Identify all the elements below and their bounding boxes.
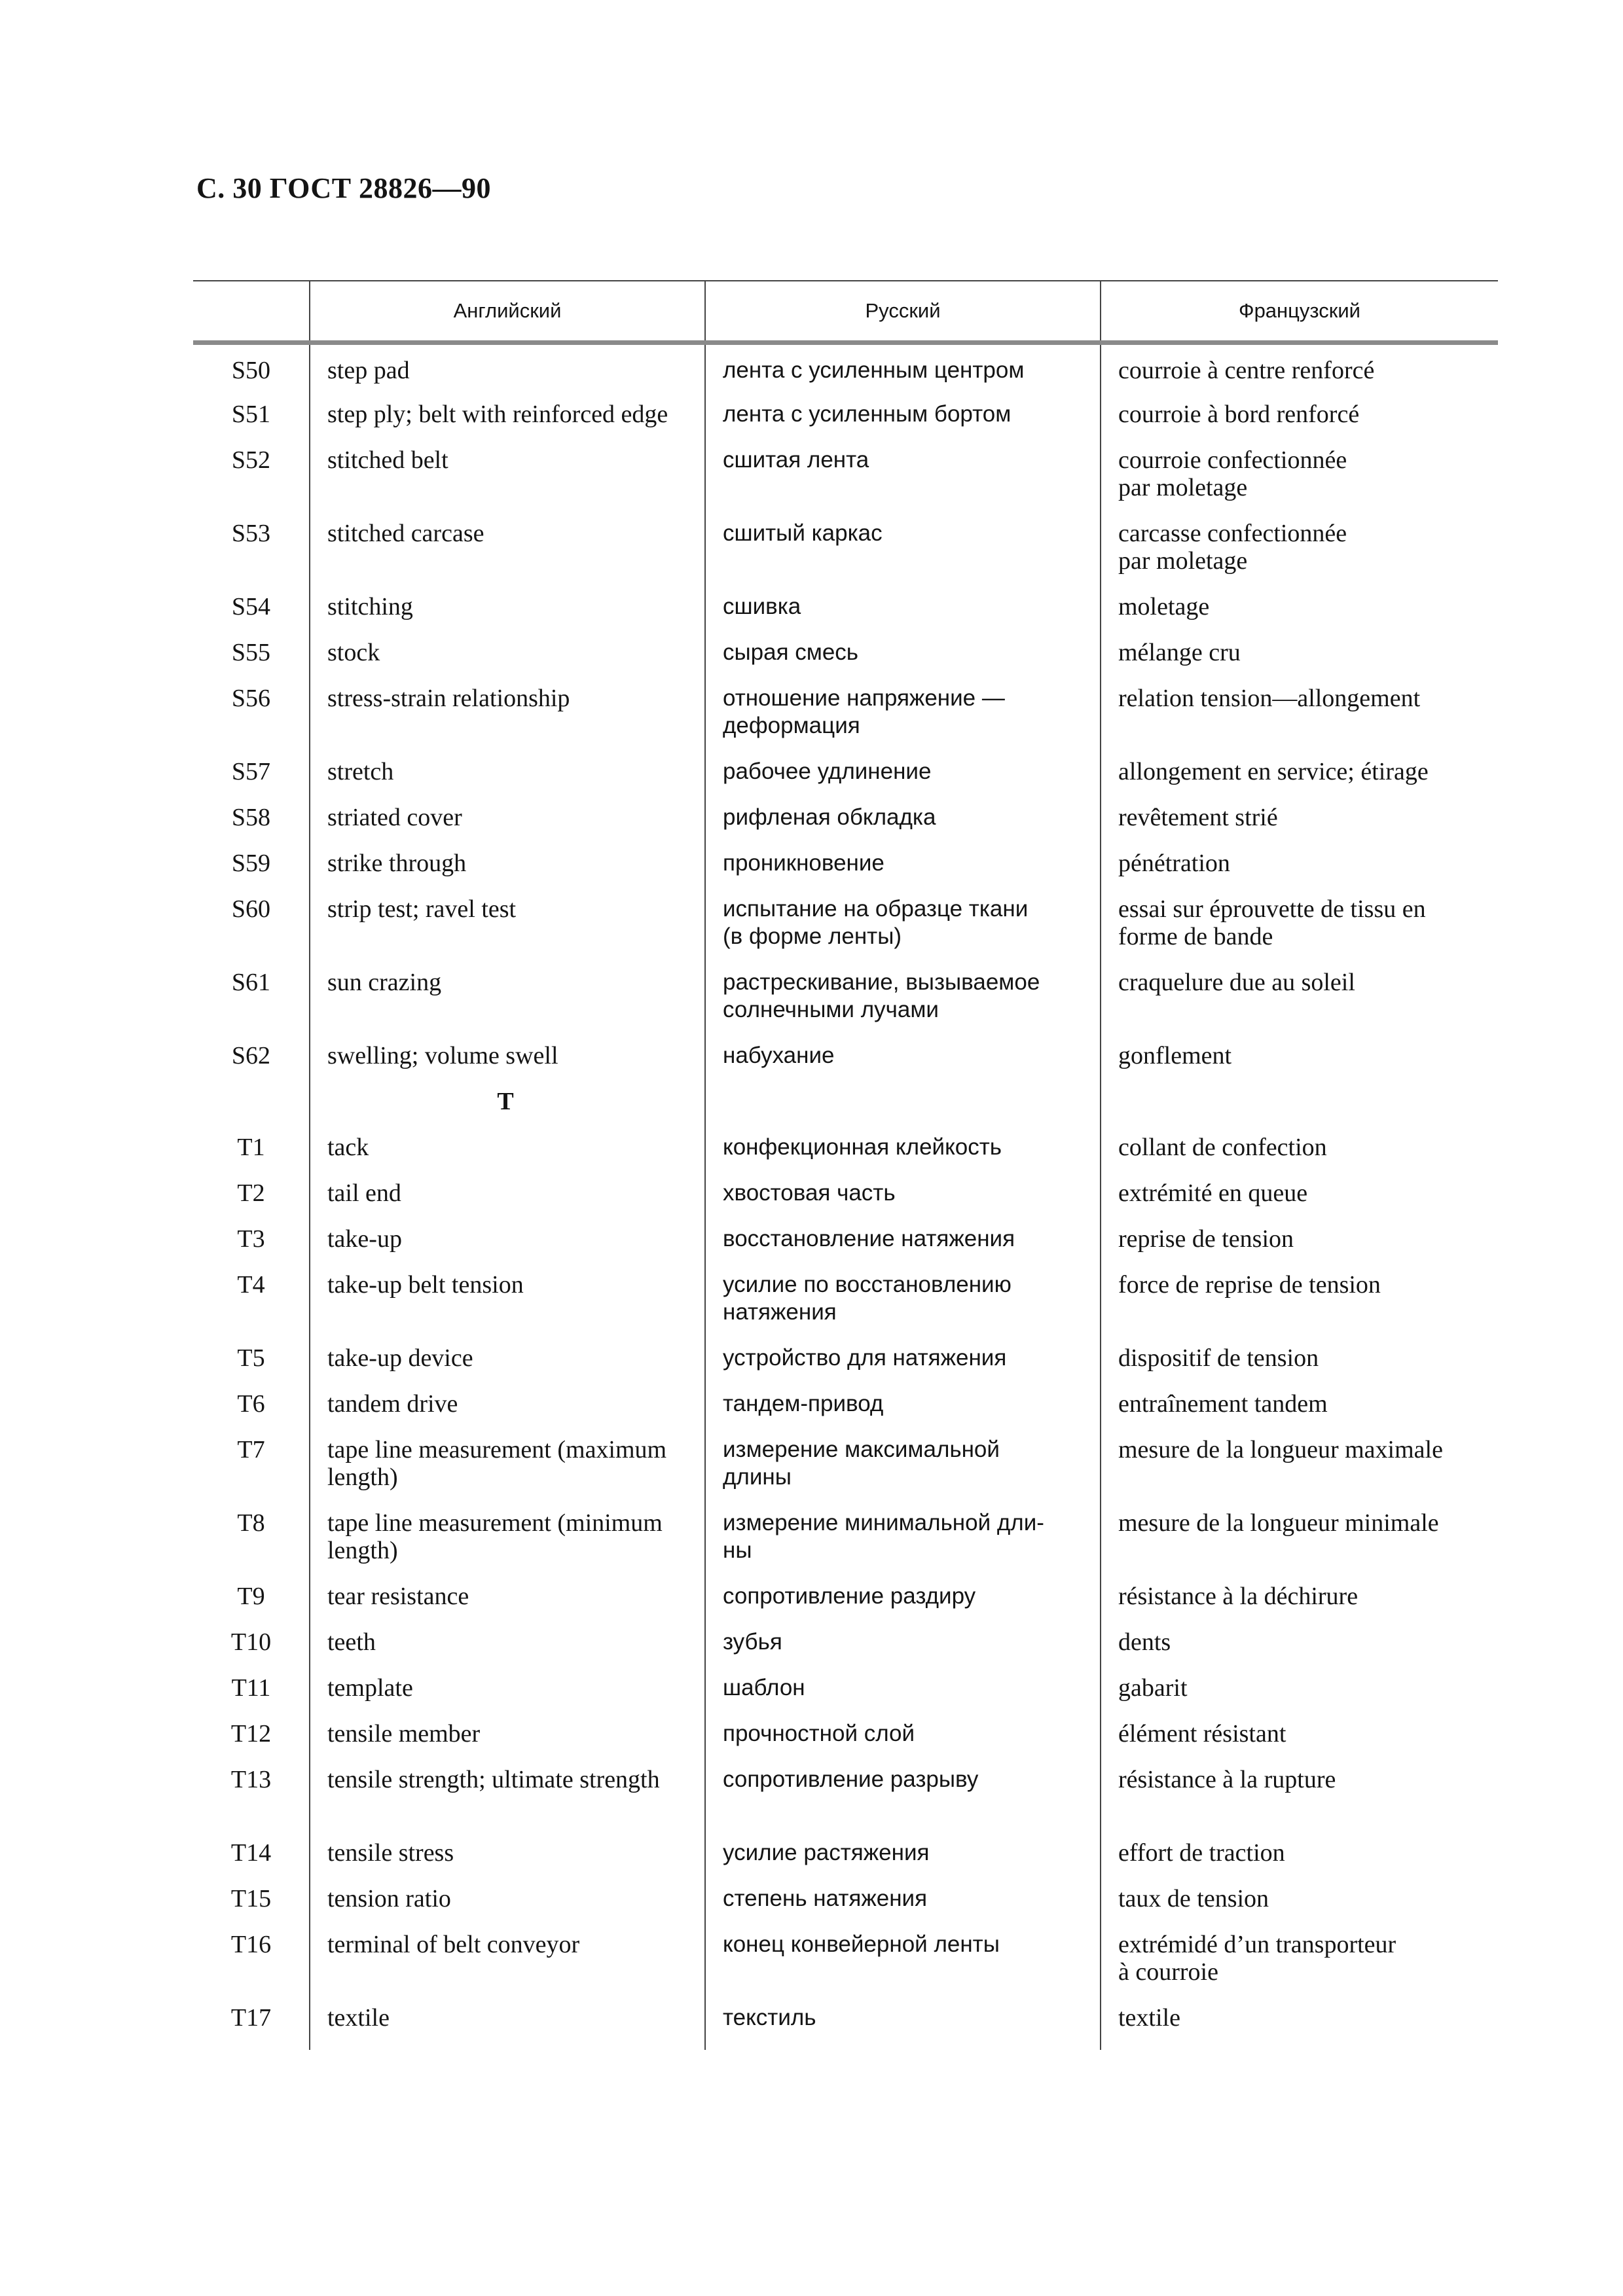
english-term-line: strip test; ravel test — [327, 895, 517, 923]
russian-term-line: сшитый каркас — [723, 520, 883, 546]
table-row — [193, 1674, 1498, 1720]
russian-term-line: восстановление натяжения — [723, 1225, 1015, 1251]
french-term-line: craquelure due au soleil — [1118, 968, 1355, 996]
french-term-line: gonflement — [1118, 1041, 1232, 1069]
table-row — [193, 1179, 1498, 1225]
term-code: S61 — [231, 968, 271, 996]
russian-term — [705, 1720, 1101, 1766]
english-term — [310, 1885, 705, 1931]
russian-term-line: прочностной слой — [723, 1720, 915, 1746]
english-term-line: stitched belt — [327, 446, 448, 474]
french-term-line: moletage — [1118, 592, 1210, 620]
english-term-line: tack — [327, 1133, 369, 1161]
table-row — [193, 1885, 1498, 1931]
term-code: S59 — [231, 849, 271, 877]
table-row — [193, 520, 1498, 593]
french-term — [1101, 1720, 1498, 1766]
table-row — [193, 1839, 1498, 1885]
russian-term-line: шаблон — [723, 1674, 805, 1700]
french-term-line: relation tension—allongement — [1118, 684, 1421, 712]
russian-term-line: рифленая обкладка — [723, 804, 936, 830]
french-term-line: forme de bande — [1118, 922, 1273, 950]
russian-term — [705, 1271, 1101, 1344]
russian-term — [705, 1225, 1101, 1271]
term-code: T9 — [237, 1582, 265, 1610]
french-term-line: par moletage — [1118, 473, 1248, 501]
english-term — [310, 1583, 705, 1628]
section-cell — [310, 1088, 705, 1134]
english-term — [310, 850, 705, 895]
russian-term — [705, 758, 1101, 804]
english-term — [310, 685, 705, 758]
english-term-line: template — [327, 1674, 413, 1702]
french-term-line: gabarit — [1118, 1674, 1188, 1702]
french-term-line: extrémité en queue — [1118, 1179, 1308, 1207]
english-term — [310, 1225, 705, 1271]
english-term — [310, 593, 705, 639]
english-term-line: tape line measurement (minimum — [327, 1509, 663, 1537]
russian-term — [705, 639, 1101, 685]
french-term — [1101, 1628, 1498, 1674]
english-term-line: tape line measurement (maximum — [327, 1435, 667, 1463]
english-term-line: stitching — [327, 592, 413, 620]
russian-term-line: конфекционная клейкость — [723, 1134, 1002, 1160]
french-term-line: dents — [1118, 1628, 1171, 1656]
russian-term-line: текстиль — [723, 2004, 816, 2030]
french-term — [1101, 1436, 1498, 1509]
russian-term-line: рабочее удлинение — [723, 758, 932, 784]
russian-term-line: растрескивание, вызываемое — [723, 969, 1040, 995]
english-term-line: tensile strength; ultimate strength — [327, 1765, 660, 1793]
french-term — [1101, 1885, 1498, 1931]
french-term — [1101, 1134, 1498, 1179]
table-row — [193, 343, 1498, 401]
english-term-line: step pad — [327, 357, 410, 384]
french-term-line: collant de confection — [1118, 1133, 1327, 1161]
table-row — [193, 593, 1498, 639]
russian-term — [705, 1134, 1101, 1179]
term-code: T13 — [230, 1765, 272, 1793]
english-term-line: tension ratio — [327, 1884, 451, 1912]
french-term-line: force de reprise de tension — [1118, 1270, 1381, 1299]
french-term-line: mesure de la longueur minimale — [1118, 1509, 1439, 1537]
english-term-line: take-up device — [327, 1344, 473, 1372]
english-term — [310, 895, 705, 969]
russian-term-line: устройство для натяжения — [723, 1344, 1007, 1371]
french-term — [1101, 1931, 1498, 2004]
term-code: S57 — [231, 757, 271, 785]
russian-term-line: измерение максимальной — [723, 1436, 1000, 1462]
french-term — [1101, 593, 1498, 639]
english-term-line: strike through — [327, 849, 467, 877]
russian-term-line: натяжения — [723, 1299, 837, 1325]
table-row — [193, 1720, 1498, 1766]
french-term — [1101, 804, 1498, 850]
table-row — [193, 639, 1498, 685]
table-row — [193, 1766, 1498, 1839]
russian-term — [705, 446, 1101, 520]
french-column-header: Французский — [1101, 281, 1498, 343]
russian-term-line: лента с усиленным бортом — [723, 401, 1012, 427]
russian-term-line: проникновение — [723, 850, 884, 876]
table-row — [193, 1390, 1498, 1436]
term-code: S51 — [231, 400, 271, 428]
section-row — [193, 1088, 1498, 1134]
table-row — [193, 446, 1498, 520]
term-code: T12 — [230, 1719, 272, 1748]
russian-term-line: зубья — [723, 1628, 782, 1655]
french-term — [1101, 1839, 1498, 1885]
french-term — [1101, 895, 1498, 969]
russian-term-line: конец конвейерной ленты — [723, 1931, 1000, 1957]
french-term — [1101, 1344, 1498, 1390]
english-term-line: tear resistance — [327, 1582, 469, 1610]
table-row — [193, 1509, 1498, 1583]
french-term-line: mélange cru — [1118, 638, 1241, 666]
russian-term — [705, 969, 1101, 1042]
french-term-line: allongement en service; étirage — [1118, 757, 1429, 785]
russian-term — [705, 895, 1101, 969]
russian-term — [705, 1628, 1101, 1674]
russian-term-line: степень натяжения — [723, 1885, 928, 1911]
table-row — [193, 1134, 1498, 1179]
french-term — [1101, 343, 1498, 401]
table-row — [193, 850, 1498, 895]
english-term — [310, 1839, 705, 1885]
english-term-line: stitched carcase — [327, 519, 484, 547]
french-term-line: résistance à la rupture — [1118, 1765, 1336, 1793]
french-term — [1101, 969, 1498, 1042]
russian-term-line: сырая смесь — [723, 639, 859, 665]
french-term — [1101, 1766, 1498, 1839]
term-code: S56 — [231, 684, 271, 712]
english-term-line: length) — [327, 1536, 398, 1564]
russian-term — [705, 1390, 1101, 1436]
russian-term — [705, 1509, 1101, 1583]
russian-term — [705, 1885, 1101, 1931]
russian-term — [705, 1344, 1101, 1390]
french-term — [1101, 446, 1498, 520]
french-term-line: pénétration — [1118, 849, 1230, 877]
english-term — [310, 1271, 705, 1344]
russian-term-line: ны — [723, 1537, 752, 1563]
french-term-line: élément résistant — [1118, 1719, 1286, 1748]
french-term-line: à courroie — [1118, 1958, 1218, 1986]
russian-term — [705, 1179, 1101, 1225]
russian-term — [705, 1436, 1101, 1509]
french-term-line: carcasse confectionnée — [1118, 519, 1347, 547]
french-term-line: revêtement strié — [1118, 803, 1278, 831]
english-term-line: striated cover — [327, 803, 462, 831]
french-term — [1101, 685, 1498, 758]
russian-column-header: Русский — [705, 281, 1101, 343]
french-term — [1101, 1583, 1498, 1628]
english-term — [310, 1628, 705, 1674]
english-term — [310, 1720, 705, 1766]
russian-term-line: отношение напряжение — — [723, 685, 1005, 711]
english-term — [310, 401, 705, 446]
table-row — [193, 758, 1498, 804]
russian-term — [705, 850, 1101, 895]
russian-term-line: усилие растяжения — [723, 1839, 930, 1865]
english-term-line: step ply; belt with reinforced edge — [327, 400, 668, 428]
table-row — [193, 1583, 1498, 1628]
english-term-line: stress-strain relationship — [327, 684, 570, 712]
russian-term — [705, 520, 1101, 593]
french-term — [1101, 1042, 1498, 1088]
term-code: T17 — [230, 2003, 272, 2032]
term-code: T6 — [237, 1390, 265, 1418]
english-term-line: take-up — [327, 1225, 402, 1253]
russian-term-line: сшивка — [723, 593, 801, 619]
term-code: T15 — [230, 1884, 272, 1912]
code-column-header — [193, 281, 310, 343]
table-row — [193, 2004, 1498, 2050]
section-letter-t: T — [497, 1087, 514, 1115]
english-term — [310, 1042, 705, 1088]
french-term-line: dispositif de tension — [1118, 1344, 1319, 1372]
russian-term-line: хвостовая часть — [723, 1179, 896, 1206]
term-code: S54 — [231, 592, 271, 620]
russian-term-line: сшитая лента — [723, 446, 869, 473]
term-code: S62 — [231, 1041, 271, 1069]
term-code: T2 — [237, 1179, 265, 1207]
english-term-line: tandem drive — [327, 1390, 458, 1418]
french-term-line: courroie à centre renforcé — [1118, 357, 1375, 384]
french-term — [1101, 850, 1498, 895]
russian-term — [705, 1839, 1101, 1885]
term-code: T8 — [237, 1509, 265, 1537]
russian-term-line: набухание — [723, 1042, 835, 1068]
section-code-cell — [193, 1088, 310, 1134]
term-code: T16 — [230, 1930, 272, 1958]
russian-term — [705, 343, 1101, 401]
english-term-line: tail end — [327, 1179, 401, 1207]
russian-term-line: лента с усиленным центром — [723, 357, 1025, 383]
english-term — [310, 446, 705, 520]
english-term — [310, 1436, 705, 1509]
russian-term — [705, 685, 1101, 758]
term-code: T3 — [237, 1225, 265, 1253]
term-code: T11 — [231, 1674, 271, 1702]
table-row — [193, 1042, 1498, 1088]
french-term — [1101, 1674, 1498, 1720]
table-body — [193, 343, 1498, 2050]
russian-term — [705, 1931, 1101, 2004]
table-row — [193, 685, 1498, 758]
russian-term — [705, 804, 1101, 850]
page-header: С. 30 ГОСТ 28826—90 — [196, 172, 492, 204]
table-row — [193, 401, 1498, 446]
french-term-line: mesure de la longueur maximale — [1118, 1435, 1443, 1463]
english-term-line: take-up belt tension — [327, 1270, 524, 1299]
term-code: S53 — [231, 519, 271, 547]
term-code: S55 — [231, 638, 271, 666]
term-code: T14 — [230, 1839, 272, 1867]
french-term — [1101, 639, 1498, 685]
english-term-line: stretch — [327, 757, 394, 785]
russian-term-line: сопротивление разрыву — [723, 1766, 979, 1792]
term-code: S58 — [231, 803, 271, 831]
french-term-line: effort de traction — [1118, 1839, 1285, 1867]
french-term-line: par moletage — [1118, 547, 1248, 575]
english-term-line: terminal of belt conveyor — [327, 1930, 580, 1958]
french-term — [1101, 1179, 1498, 1225]
english-term — [310, 1179, 705, 1225]
french-term-line: entraînement tandem — [1118, 1390, 1328, 1418]
french-term — [1101, 1271, 1498, 1344]
term-code: S50 — [231, 357, 271, 384]
english-term — [310, 804, 705, 850]
french-term-line: taux de tension — [1118, 1884, 1269, 1912]
term-code: T10 — [230, 1628, 272, 1656]
terms-table — [193, 280, 1498, 2050]
term-code: T5 — [237, 1344, 265, 1372]
french-term — [1101, 1225, 1498, 1271]
english-term — [310, 2004, 705, 2050]
english-term-line: length) — [327, 1463, 398, 1491]
french-term — [1101, 1509, 1498, 1583]
french-term-line: textile — [1118, 2003, 1180, 2032]
french-term-line: courroie à bord renforcé — [1118, 400, 1360, 428]
english-term — [310, 1134, 705, 1179]
term-code: S52 — [231, 446, 271, 474]
english-term-line: stock — [327, 638, 380, 666]
russian-term-line: усилие по восстановлению — [723, 1271, 1012, 1297]
terminology-table — [193, 280, 1498, 2050]
table-header-row — [193, 281, 1498, 343]
french-term-line: résistance à la déchirure — [1118, 1582, 1359, 1610]
table-row — [193, 1225, 1498, 1271]
english-term — [310, 1766, 705, 1839]
russian-term-line: длины — [723, 1463, 792, 1490]
russian-term — [705, 401, 1101, 446]
russian-term-line: сопротивление раздиру — [723, 1583, 976, 1609]
term-code: T4 — [237, 1270, 265, 1299]
english-term — [310, 639, 705, 685]
french-term — [1101, 2004, 1498, 2050]
russian-term-line: тандем-привод — [723, 1390, 884, 1416]
french-term-line: reprise de tension — [1118, 1225, 1294, 1253]
french-term-line: courroie confectionnée — [1118, 446, 1347, 474]
table-row — [193, 1271, 1498, 1344]
english-term — [310, 969, 705, 1042]
russian-term-line: испытание на образце ткани — [723, 895, 1029, 922]
russian-term-line: измерение минимальной дли- — [723, 1509, 1044, 1535]
russian-term-line: (в форме ленты) — [723, 923, 902, 949]
section-russian-cell — [705, 1088, 1101, 1134]
russian-term — [705, 1583, 1101, 1628]
english-term — [310, 1674, 705, 1720]
english-term — [310, 1344, 705, 1390]
english-term — [310, 520, 705, 593]
russian-term-line: деформация — [723, 712, 860, 738]
english-term — [310, 1931, 705, 2004]
english-term — [310, 1509, 705, 1583]
russian-term — [705, 2004, 1101, 2050]
french-term — [1101, 758, 1498, 804]
table-row — [193, 969, 1498, 1042]
english-column-header: Английский — [310, 281, 705, 343]
english-term-line: teeth — [327, 1628, 376, 1656]
table-row — [193, 1931, 1498, 2004]
french-term — [1101, 520, 1498, 593]
english-term-line: sun crazing — [327, 968, 442, 996]
english-term — [310, 343, 705, 401]
russian-term — [705, 1766, 1101, 1839]
russian-term — [705, 1042, 1101, 1088]
section-french-cell — [1101, 1088, 1498, 1134]
russian-term — [705, 593, 1101, 639]
term-code: T1 — [237, 1133, 265, 1161]
english-term-line: textile — [327, 2003, 390, 2032]
table-row — [193, 1344, 1498, 1390]
table-row — [193, 1436, 1498, 1509]
table-row — [193, 1628, 1498, 1674]
french-term-line: extrémidé d’un transporteur — [1118, 1930, 1396, 1958]
russian-term-line: солнечными лучами — [723, 996, 939, 1022]
table-row — [193, 895, 1498, 969]
english-term — [310, 758, 705, 804]
english-term-line: tensile member — [327, 1719, 481, 1748]
english-term — [310, 1390, 705, 1436]
term-code: T7 — [237, 1435, 265, 1463]
russian-term — [705, 1674, 1101, 1720]
table-row — [193, 804, 1498, 850]
french-term — [1101, 1390, 1498, 1436]
english-term-line: tensile stress — [327, 1839, 454, 1867]
term-code: S60 — [231, 895, 271, 923]
french-term — [1101, 401, 1498, 446]
english-term-line: swelling; volume swell — [327, 1041, 558, 1069]
french-term-line: essai sur éprouvette de tissu en — [1118, 895, 1426, 923]
